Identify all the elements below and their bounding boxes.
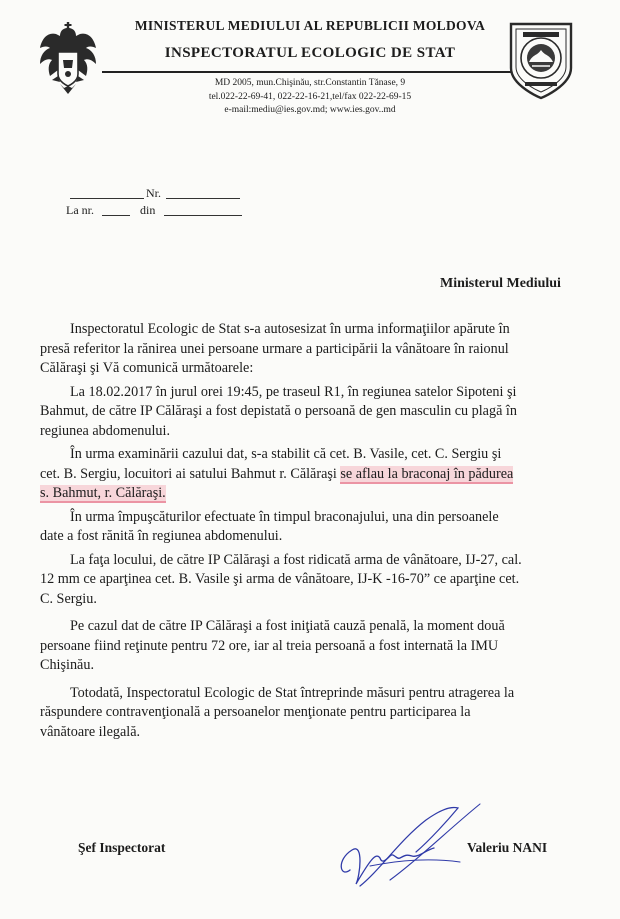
nr-label: Nr. <box>146 186 161 200</box>
paragraph-intro <box>40 320 586 379</box>
signatory-title: Şef Inspectorat <box>78 840 166 855</box>
text-line: Inspectoratul Ecologic de Stat s-a autosesizat în urma informaţiilor apărute în <box>70 321 510 337</box>
paragraph-criminal-case <box>40 617 586 676</box>
text-line: regiunea abdomenului. <box>40 422 171 439</box>
text-line: răspundere contravenţională a persoanelor menţionate pentru participarea la <box>40 704 471 720</box>
la-nr-label: La nr. <box>66 203 94 217</box>
header-divider <box>102 71 512 73</box>
highlighted-text: se aflau la braconaj în pădurea <box>340 465 514 482</box>
text-line: În urma împuşcăturilor efectuate în timpul braconajului, una din persoanele <box>70 508 499 525</box>
email-web-line: e-mail:mediu@ies.gov.md; www.ies.gov..md <box>224 105 396 115</box>
text-line <box>40 465 586 485</box>
text-line: În urma examinării cazului dat, s-a stabilit că cet. B. Vasile, cet. C. Sergiu şi <box>70 446 502 462</box>
moldova-coat-of-arms-icon <box>36 22 100 104</box>
text-fragment: cet. B. Sergiu, locuitori ai satului Bahmut r. Călăraşi <box>40 465 341 482</box>
text-line: date a fost rănită în regiunea abdomenului. <box>40 528 283 544</box>
letter-body <box>40 320 586 746</box>
text-line: La faţa locului, de către IP Călăraşi a fost ridicată arma de vânătoare, IJ-27, cal. <box>70 551 522 568</box>
incoming-number-field <box>102 215 130 216</box>
phone-line: tel.022-22-69-41, 022-22-16-21,tel/fax 022-22-69-15 <box>208 92 412 102</box>
outgoing-number-field <box>70 198 144 199</box>
ministry-heading: MINISTERUL MEDIULUI AL REPUBLICII MOLDOVA <box>134 18 486 33</box>
paragraph-findings <box>40 445 586 504</box>
din-label: din <box>140 203 156 217</box>
highlighted-text: s. Bahmut, r. Călăraşi. <box>40 485 166 501</box>
text-line: C. Sergiu. <box>40 590 97 607</box>
recipient: Ministerul Mediului <box>440 276 561 291</box>
inspectorate-heading: INSPECTORATUL ECOLOGIC DE STAT <box>164 45 456 61</box>
text-line: persoane fiind reţinute pentru 72 ore, iar al treia persoană a fost internată la IMU <box>40 637 499 654</box>
text-line: Chişinău. <box>40 657 94 673</box>
outgoing-date-field <box>166 198 240 199</box>
handwritten-signature <box>330 800 490 892</box>
paragraph-weapons <box>40 551 586 610</box>
text-line <box>40 484 586 504</box>
incoming-date-field <box>164 215 242 216</box>
text-line: vânătoare ilegală. <box>40 723 141 740</box>
paragraph-shooting <box>40 508 586 547</box>
address-line: MD 2005, mun.Chişinău, str.Constantin Tănase, 9 <box>214 78 406 88</box>
signatory-name: Valeriu NANI <box>467 840 548 855</box>
text-line: Bahmut, de către IP Călăraşi a fost depistată o persoană de gen masculin cu plagă în <box>40 403 517 419</box>
paragraph-measures <box>40 684 586 743</box>
paragraph-incident <box>40 383 586 442</box>
text-line: Călăraşi şi Vă comunică următoarele: <box>40 360 254 376</box>
text-line: presă referitor la rănirea unei persoane urmare a participării la vânătoare în raionul <box>40 340 509 357</box>
text-line: 12 mm ce aparţinea cet. B. Vasile şi arma de vânătoare, IJ-K -16-70” ce aparţine cet. <box>40 571 520 587</box>
text-line: La 18.02.2017 în jurul orei 19:45, pe traseul R1, în regiunea satelor Sipoteni şi <box>70 383 517 400</box>
text-line: Totodată, Inspectoratul Ecologic de Stat întreprinde măsuri pentru atragerea la <box>70 684 515 701</box>
inspectorate-emblem-icon <box>505 18 577 102</box>
text-line: Pe cazul dat de către IP Călăraşi a fost iniţiată cauză penală, la moment două <box>70 618 505 634</box>
